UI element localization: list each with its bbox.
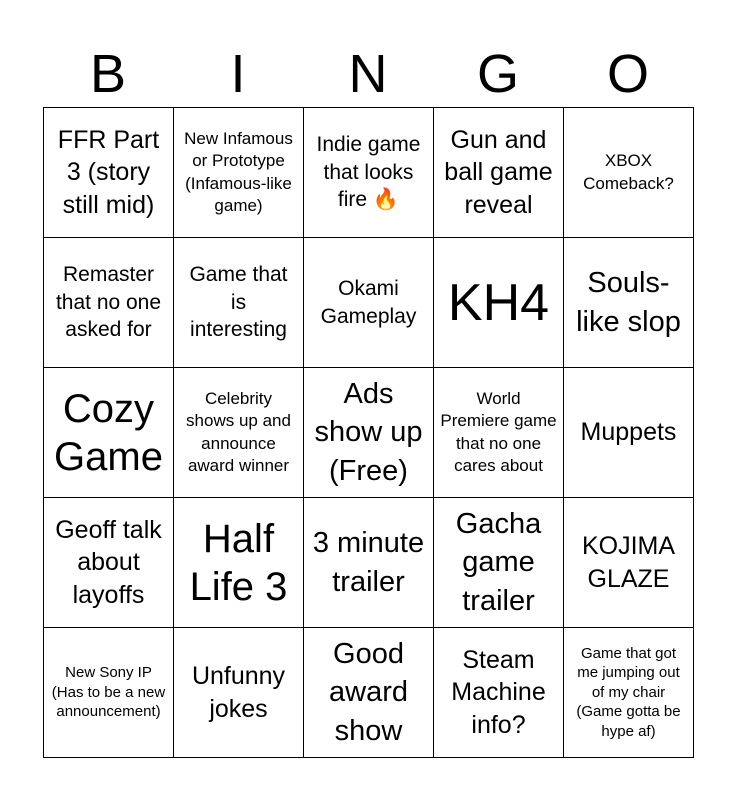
bingo-cell-r4-c5[interactable] <box>564 498 694 628</box>
bingo-cell-text: KOJIMA GLAZE <box>581 532 676 593</box>
bingo-cell-text: Indie game that looks fire 🔥 <box>316 132 421 212</box>
bingo-cell-r1-c4[interactable] <box>434 108 564 238</box>
bingo-cell-text: Half Life 3 <box>189 516 288 609</box>
bingo-grid <box>43 107 694 758</box>
bingo-cell-r5-c4[interactable] <box>434 628 564 758</box>
bingo-cell-r5-c5[interactable] <box>564 628 694 758</box>
bingo-cell-r2-c2[interactable] <box>174 238 304 368</box>
bingo-cell-r1-c3[interactable] <box>304 108 434 238</box>
bingo-cell-text: New Infamous or Prototype (Infamous-like game) <box>184 129 293 215</box>
bingo-cell-r5-c3[interactable] <box>304 628 434 758</box>
bingo-cell-text: New Sony IP (Has to be a new announcement) <box>51 664 166 721</box>
bingo-cell-r1-c2[interactable] <box>174 108 304 238</box>
bingo-cell-r5-c2[interactable] <box>174 628 304 758</box>
bingo-cell-r3-c4[interactable] <box>434 368 564 498</box>
bingo-cell-r3-c3[interactable] <box>304 368 434 498</box>
bingo-cell-text: Gun and ball game reveal <box>444 125 553 219</box>
bingo-cell-text: XBOX Comeback? <box>583 151 674 193</box>
bingo-cell-r5-c1[interactable] <box>44 628 174 758</box>
bingo-cell-text: FFR Part 3 (story still mid) <box>57 125 160 219</box>
header-letter-g: G <box>476 44 519 104</box>
bingo-cell-text: Geoff talk about layoffs <box>55 515 162 609</box>
header-letter-i: I <box>230 44 246 104</box>
bingo-cell-text: World Premiere game that no one cares about <box>440 389 557 475</box>
bingo-cell-r2-c4[interactable] <box>434 238 564 368</box>
bingo-cell-text: Steam Machine info? <box>451 645 546 739</box>
bingo-cell-r2-c1[interactable] <box>44 238 174 368</box>
bingo-cell-r3-c5[interactable] <box>564 368 694 498</box>
bingo-cell-r2-c3[interactable] <box>304 238 434 368</box>
bingo-cell-text: Gacha game trailer <box>455 508 542 617</box>
bingo-cell-text: Celebrity shows up and announce award winner <box>186 389 291 475</box>
header-letter-o: O <box>606 44 649 104</box>
bingo-cell-r4-c1[interactable] <box>44 498 174 628</box>
bingo-cell-text: Remaster that no one asked for <box>55 262 162 342</box>
bingo-cell-text: Cozy Game <box>54 386 163 479</box>
bingo-cell-text: KH4 <box>447 273 550 332</box>
bingo-cell-text: Game that is interesting <box>189 262 288 342</box>
header-letter-b: B <box>89 44 127 104</box>
bingo-cell-text: Muppets <box>580 418 677 447</box>
bingo-cell-text: Good award show <box>329 638 408 747</box>
bingo-cell-r4-c4[interactable] <box>434 498 564 628</box>
bingo-cell-r1-c5[interactable] <box>564 108 694 238</box>
bingo-header <box>43 40 693 108</box>
bingo-cell-text: Unfunny jokes <box>191 662 286 723</box>
bingo-cell-r3-c2[interactable] <box>174 368 304 498</box>
bingo-cell-r1-c1[interactable] <box>44 108 174 238</box>
bingo-cell-text: Ads show up (Free) <box>314 378 423 487</box>
bingo-cell-r4-c2[interactable] <box>174 498 304 628</box>
bingo-cell-r4-c3[interactable] <box>304 498 434 628</box>
bingo-cell-text: Souls-like slop <box>576 267 681 338</box>
bingo-cell-text: Game that got me jumping out of my chair (Game gotta be hype af) <box>576 644 681 740</box>
bingo-cell-text: Okami Gameplay <box>320 276 417 328</box>
bingo-cell-text: 3 minute trailer <box>312 527 425 598</box>
header-letter-n: N <box>348 44 388 104</box>
bingo-cell-r3-c1[interactable] <box>44 368 174 498</box>
bingo-cell-r2-c5[interactable] <box>564 238 694 368</box>
